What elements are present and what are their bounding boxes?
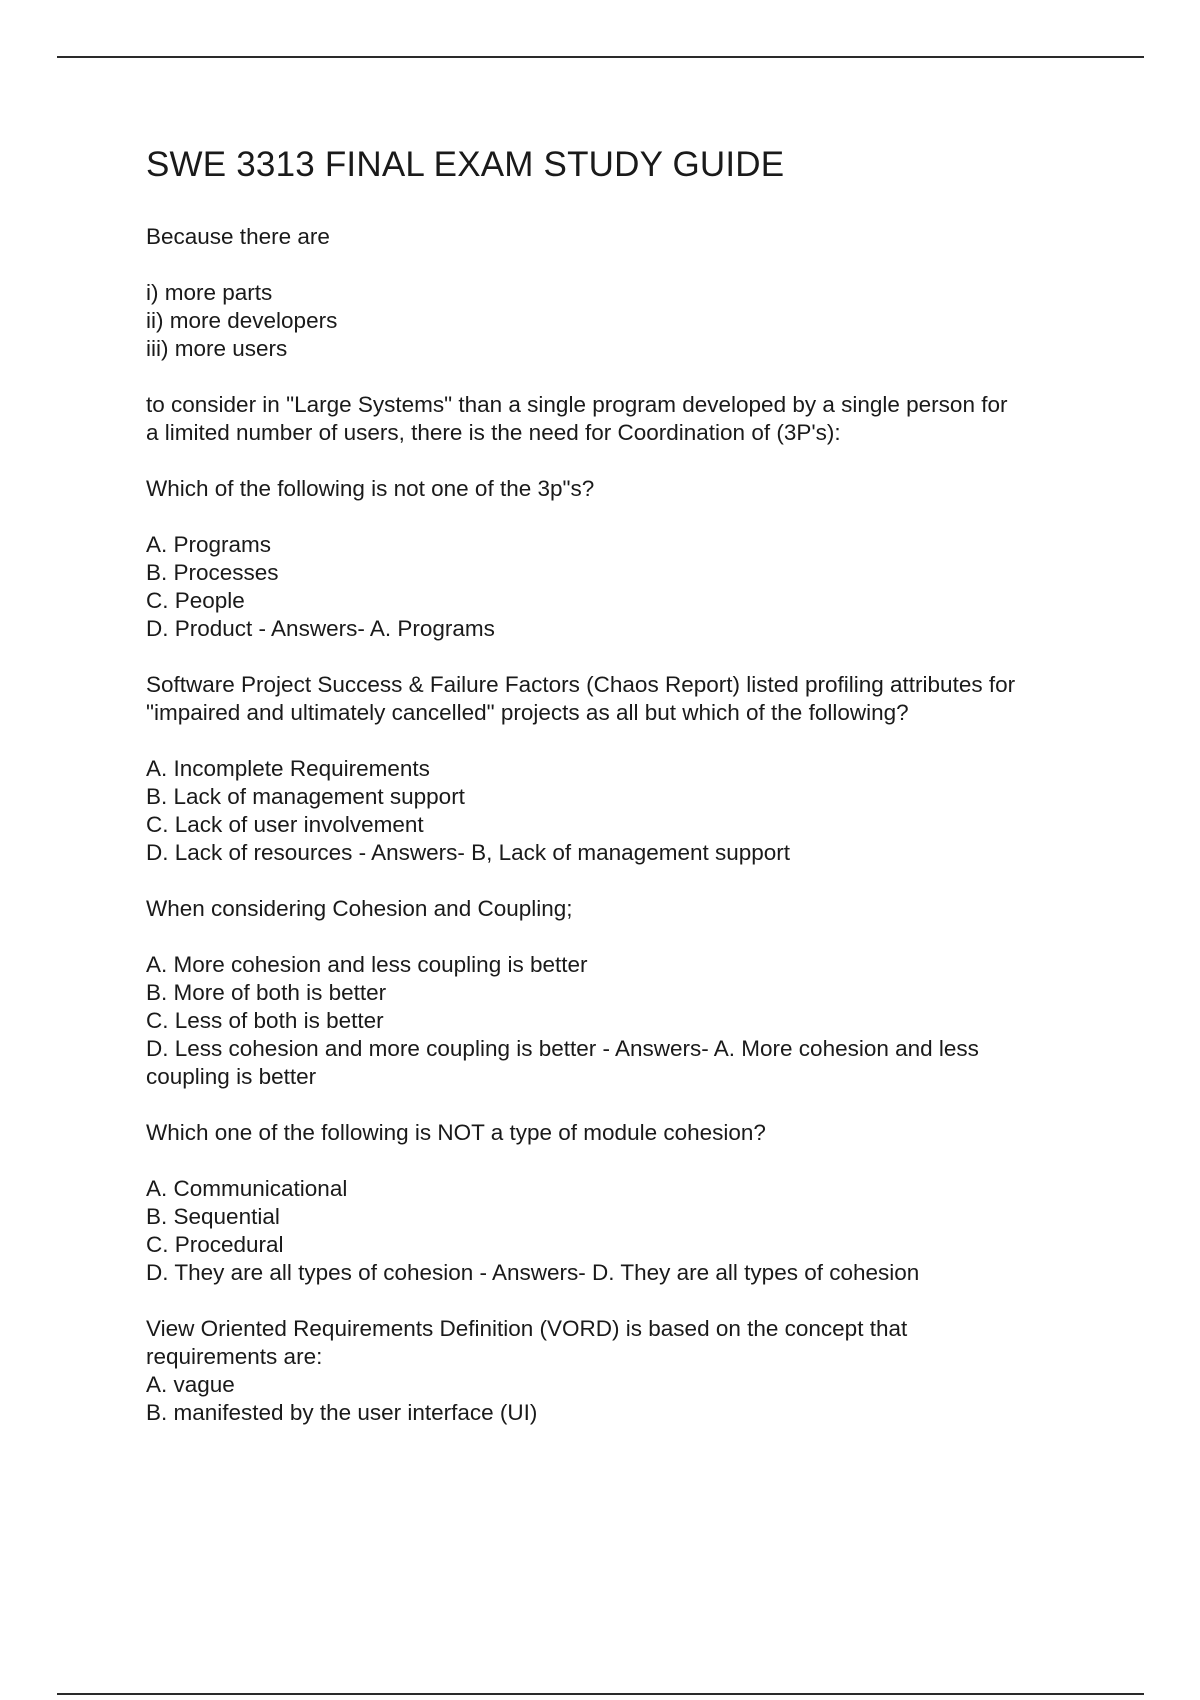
question-2 xyxy=(146,671,1106,727)
intro-item: ii) more developers xyxy=(146,308,338,333)
intro-lead-text: Because there are xyxy=(146,224,330,249)
answer-option: A. vague xyxy=(146,1372,235,1397)
document-title: SWE 3313 FINAL EXAM STUDY GUIDE xyxy=(146,145,785,184)
answer-option: B. manifested by the user interface (UI) xyxy=(146,1400,538,1425)
answer-option: B. More of both is better xyxy=(146,980,387,1005)
intro-continuation-line: a limited number of users, there is the need for Coordination of (3P's): xyxy=(146,420,841,445)
intro-lead xyxy=(146,223,1106,251)
question-2-options xyxy=(146,755,1106,867)
question-3-options xyxy=(146,951,1106,1091)
question-1-options xyxy=(146,531,1106,643)
document-content xyxy=(146,140,1106,1455)
intro-item: i) more parts xyxy=(146,280,273,305)
answer-option: B. Sequential xyxy=(146,1204,280,1229)
answer-option: A. Incomplete Requirements xyxy=(146,756,430,781)
question-1 xyxy=(146,475,1106,503)
answer-option: D. Lack of resources - Answers- B, Lack of management support xyxy=(146,840,791,865)
bottom-rule xyxy=(57,1693,1144,1695)
answer-option: C. Less of both is better xyxy=(146,1008,384,1033)
question-text: Which one of the following is NOT a type of module cohesion? xyxy=(146,1120,766,1145)
answer-option: A. More cohesion and less coupling is better xyxy=(146,952,588,977)
answer-option: C. Procedural xyxy=(146,1232,284,1257)
question-text: When considering Cohesion and Coupling; xyxy=(146,896,573,921)
intro-item: iii) more users xyxy=(146,336,288,361)
answer-option: D. Product - Answers- A. Programs xyxy=(146,616,495,641)
question-text: Which of the following is not one of the 3p"s? xyxy=(146,476,595,501)
question-text: requirements are: xyxy=(146,1344,323,1369)
answer-option: D. Less cohesion and more coupling is better - Answers- A. More cohesion and less xyxy=(146,1036,979,1061)
answer-option: A. Communicational xyxy=(146,1176,348,1201)
answer-option: C. Lack of user involvement xyxy=(146,812,424,837)
answer-option: B. Lack of management support xyxy=(146,784,465,809)
question-4 xyxy=(146,1119,1106,1147)
question-text: View Oriented Requirements Definition (VORD) is based on the concept that xyxy=(146,1316,908,1341)
question-3 xyxy=(146,895,1106,923)
answer-option: C. People xyxy=(146,588,245,613)
intro-continuation-line: to consider in "Large Systems" than a single program developed by a single person for xyxy=(146,392,1008,417)
answer-option: D. They are all types of cohesion - Answers- D. They are all types of cohesion xyxy=(146,1260,920,1285)
answer-option-continuation: coupling is better xyxy=(146,1064,317,1089)
question-4-options xyxy=(146,1175,1106,1287)
question-text: Software Project Success & Failure Factors (Chaos Report) listed profiling attributes for xyxy=(146,672,1016,697)
intro-items xyxy=(146,279,1106,363)
top-rule xyxy=(57,56,1144,58)
question-5 xyxy=(146,1315,1106,1427)
answer-option: B. Processes xyxy=(146,560,279,585)
answer-option: A. Programs xyxy=(146,532,272,557)
intro-continuation xyxy=(146,391,1106,447)
question-text: "impaired and ultimately cancelled" projects as all but which of the following? xyxy=(146,700,909,725)
